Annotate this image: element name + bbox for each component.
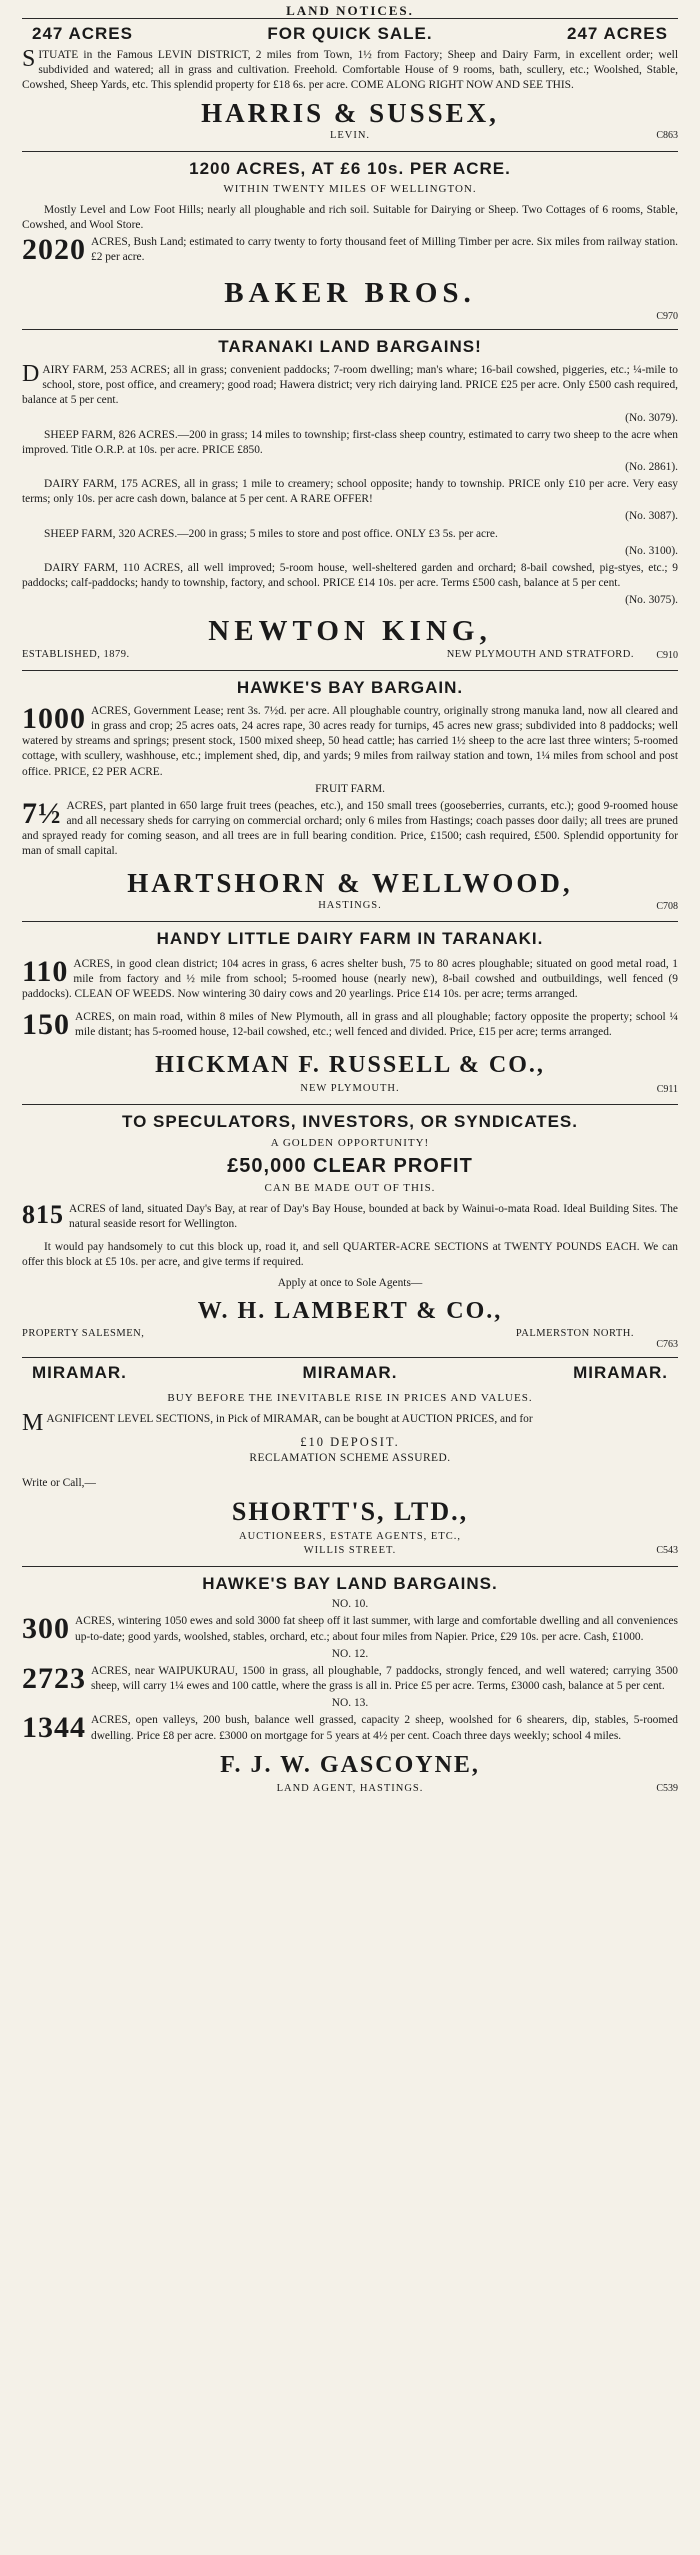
ad-headline: TO SPECULATORS, INVESTORS, OR SYNDICATES.	[122, 1112, 578, 1132]
agent-details	[22, 1327, 678, 1341]
deposit-line: £10 DEPOSIT.	[300, 1435, 400, 1450]
listing-number: (No. 3087).	[625, 510, 678, 523]
listing-number: (No. 3100).	[625, 544, 678, 557]
listing: DAIRY FARM, 175 ACRES, all in grass; 1 mile to creamery; school opposite; handy to township. PRICE only £10 per acre. Very easy terms; only 10s. per acre cash down, balance at 5 per cent. A RARE OFFER!	[22, 478, 678, 506]
listing	[22, 1661, 678, 1695]
masthead: LAND NOTICES.	[286, 3, 414, 18]
acreage-number: 1000	[22, 701, 86, 735]
listing-text: ACRES, wintering 1050 ewes and sold 3000 fat sheep off it last summer, with large and comfortable dwelling and all conveniences up-to-date; good yards, woolshed, stables, orchard, etc.; about four miles from Napier. Price, £29 10s. per acre. Cash, £1000.	[75, 1615, 678, 1643]
profit-headline: £50,000 CLEAR PROFIT	[227, 1154, 473, 1177]
listing-number: (No. 2861).	[625, 461, 678, 474]
headline-left: MIRAMAR.	[32, 1363, 127, 1383]
agent-place: HASTINGS.	[318, 900, 382, 912]
ad-newton-king	[22, 329, 678, 664]
listing-text: ACRES, Government Lease; rent 3s. 7½d. per acre. All ploughable country, originally strong manuka land, now all cleared and in grass and crop; 25 acres oats, 24 acres rape, 30 acres ready for turnips, 45 acres new grass; subdivided into 8 paddocks; well watered by streams and springs; present stock, 1500 mixed sheep, 50 head cattle; has carried 1½ sheep to the acre last three winters; 5-roomed cottage, with scullery, washhouse, etc.; implement shed, dip, and yards; 9 miles from railway station and town, 1¼ miles from school and post office. PRICE, £2 PER ACRE.	[22, 704, 678, 778]
listing-text: AIRY FARM, 253 ACRES; all in grass; convenient paddocks; 7-room dwelling; man's whare; 16-bail cowshed, piggeries, etc.; ¼-mile to school, store, post office, and creamery; good road; Hawera district; very rich dairying land. PRICE £25 per acre. Only £500 cash required, balance at 5 per cent.	[22, 364, 678, 407]
agent-name: BAKER BROS.	[224, 276, 476, 309]
listing-number: (No. 3079).	[625, 411, 678, 424]
acreage-number: 150	[22, 1008, 70, 1042]
agent-details	[22, 648, 678, 662]
ad-paragraph-text: AGNIFICENT LEVEL SECTIONS, in Pick of MIRAMAR, can be bought at AUCTION PRICES, and for	[46, 1412, 533, 1425]
drop-cap: M	[22, 1409, 44, 1436]
ad-hickman-russell	[22, 921, 678, 1098]
agent-name: SHORTT'S, LTD.,	[231, 1497, 469, 1527]
listing	[22, 796, 678, 860]
agent-name: W. H. LAMBERT & CO.,	[197, 1297, 503, 1324]
ad-code: C911	[656, 1084, 678, 1096]
agent-name: NEWTON KING,	[208, 615, 492, 648]
acreage-number: 300	[22, 1612, 70, 1646]
headline-middle: MIRAMAR.	[302, 1363, 398, 1383]
ad-subheadline: BUY BEFORE THE INEVITABLE RISE IN PRICES AND VALUES.	[167, 1392, 533, 1405]
listing-text: ACRES, part planted in 650 large fruit trees (peaches, etc.), and 150 small trees (gooseberries, currants, etc.); good 9-roomed house and all necessary sheds for carrying on commercial orchard; only 6 miles from Hastings; coach passes door daily; all trees are pruned and sprayed ready for coming season, and all trees are in full bearing condition. Price, £1500; cash required, £500. Splendid opportunity for man of small capital.	[22, 799, 678, 858]
listing	[22, 954, 678, 1002]
listing	[22, 1713, 678, 1743]
ad-paragraph	[22, 1409, 678, 1436]
agent-name: HARTSHORN & WELLWOOD,	[127, 868, 573, 899]
ad-subheadline: WITHIN TWENTY MILES OF WELLINGTON.	[223, 183, 477, 196]
listing	[22, 1010, 678, 1040]
ad-harris-sussex	[22, 18, 678, 145]
ad-code: C910	[656, 649, 678, 661]
agent-place: NEW PLYMOUTH.	[300, 1083, 400, 1095]
ad-headline: HAWKE'S BAY LAND BARGAINS.	[202, 1573, 498, 1593]
headline-middle: FOR QUICK SALE.	[267, 24, 433, 43]
listing-number: NO. 12.	[331, 1647, 369, 1660]
agent-place: PALMERSTON NORTH.	[515, 1328, 634, 1340]
acreage-number: 110	[22, 954, 69, 988]
listing-text: ACRES, on main road, within 8 miles of New Plymouth, all in grass and all ploughable; factory opposite the property; school ¼ mile distant; has 5-roomed house, 12-bail cowshed, etc.; well fenced and divided. Price, £15 per acre; terms arranged.	[75, 1011, 678, 1039]
drop-cap: D	[22, 361, 40, 388]
drop-cap: S	[22, 45, 36, 72]
ad-code: C763	[656, 1339, 678, 1351]
acreage-number: 2723	[22, 1661, 86, 1695]
headline-right: MIRAMAR.	[573, 1363, 668, 1383]
ad-shortts	[22, 1357, 678, 1559]
agent-name: HICKMAN F. RUSSELL & CO.,	[155, 1052, 545, 1079]
listing	[22, 701, 678, 780]
ad-paragraph	[22, 235, 678, 265]
listing-text: ACRES, open valleys, 200 bush, balance well grassed, capacity 2 sheep, woolshed for 6 shearers, dip, stables, 5-roomed dwelling. Price £8 per acre. £3000 on mortgage for 5 years at 4½ per cent. Coach three days weekly; school 4 miles.	[91, 1714, 678, 1742]
ad-lambert	[22, 1104, 678, 1353]
ad-headline: 1200 ACRES, AT £6 10s. PER ACRE.	[189, 158, 511, 178]
listing-number: (No. 3075).	[625, 594, 678, 607]
ad-code: C708	[656, 900, 678, 912]
acreage-number: 2020	[22, 233, 86, 267]
write-or-call: Write or Call,—	[22, 1477, 96, 1490]
headline-left: 247 ACRES	[32, 24, 133, 43]
listing	[22, 1614, 678, 1644]
listing: SHEEP FARM, 826 ACRES.—200 in grass; 14 miles to township; first-class sheep country, estimated to carry two sheep to the acre when improved. Title O.R.P. at 10s. per acre. PRICE £850.	[22, 428, 678, 456]
ad-subheadline: A GOLDEN OPPORTUNITY!	[270, 1136, 430, 1149]
listing: SHEEP FARM, 320 ACRES.—200 in grass; 5 miles to store and post office. ONLY £3 5s. per acre.	[44, 527, 498, 540]
ad-paragraph-text: ACRES, Bush Land; estimated to carry twenty to forty thousand feet of Milling Timber per acre. Six miles from railway station. £2 per acre.	[91, 236, 678, 264]
agent-name: F. J. W. GASCOYNE,	[220, 1751, 480, 1778]
acreage-number: 815	[22, 1199, 64, 1229]
ad-code: C539	[656, 1783, 678, 1795]
ad-paragraph: Mostly Level and Low Foot Hills; nearly all ploughable and rich soil. Suitable for Dairying or Sheep. Two Cottages of 6 rooms, Stable, Cowshed, and Wool Store.	[22, 203, 678, 232]
apply-line: Apply at once to Sole Agents—	[277, 1277, 423, 1290]
listing-number: NO. 13.	[331, 1697, 369, 1710]
ad-headline: HANDY LITTLE DAIRY FARM IN TARANAKI.	[156, 929, 544, 949]
agent-role: PROPERTY SALESMEN,	[22, 1328, 145, 1340]
agent-role: AUCTIONEERS, ESTATE AGENTS, ETC.,	[238, 1530, 462, 1542]
agent-place: LAND AGENT, HASTINGS.	[276, 1782, 424, 1794]
ad-body	[22, 45, 678, 93]
agent-name: HARRIS & SUSSEX,	[201, 98, 499, 129]
ad-code: C970	[656, 311, 678, 323]
section-label: FRUIT FARM.	[315, 782, 385, 795]
ad-code: C543	[656, 1545, 678, 1557]
headline-right: 247 ACRES	[567, 24, 668, 43]
ad-headline	[22, 23, 678, 46]
agent-street: WILLIS STREET.	[303, 1544, 397, 1556]
listing	[22, 363, 678, 408]
listing	[22, 1199, 678, 1232]
ad-subheadline: CAN BE MADE OUT OF THIS.	[264, 1182, 436, 1195]
listing-number: NO. 10.	[331, 1598, 369, 1611]
acreage-number: 1344	[22, 1711, 86, 1745]
ad-baker-bros	[22, 151, 678, 326]
listing-text: ACRES, in good clean district; 104 acres in grass, 6 acres shelter bush, 75 to 80 acres ploughable; situated on good metal road, 1 mile from factory and ½ mile from school; 5-roomed house (nearly new), 8-bail cowshed and outbuildings, well fenced (9 paddocks). CLEAN OF WEEDS. Now wintering 30 dairy cows and 20 yearlings. Price £14 10s. per acre; terms arranged.	[22, 957, 678, 1000]
acreage-number: 7½	[22, 796, 62, 830]
listing-text: ACRES, near WAIPUKURAU, 1500 in grass, all ploughable, 7 paddocks, strongly fenced, and well watered; carrying 3500 sheep, will carry 1¼ ewes and 100 cattle, where the grass is all in. Price £5 per acre. Terms, £3000 cash, balance at 5 per cent.	[91, 1664, 678, 1693]
ad-code: C863	[656, 130, 678, 142]
ad-headline	[22, 1362, 678, 1385]
reclamation-line: RECLAMATION SCHEME ASSURED.	[249, 1451, 451, 1464]
ad-headline: TARANAKI LAND BARGAINS!	[218, 337, 482, 357]
listing: DAIRY FARM, 110 ACRES, all well improved; 5-room house, well-sheltered garden and orchard; 8-bail cowshed, pig-styes, etc.; 9 paddocks; calf-paddocks; handy to township, factory, and school. PRICE £14 10s. per acre. Terms £500 cash, balance at 5 per cent.	[22, 561, 678, 590]
ad-paragraph: It would pay handsomely to cut this block up, road it, and sell QUARTER-ACRE SECTIONS at TWENTY POUNDS EACH. We can offer this block at £5 10s. per acre, and give terms if required.	[22, 1241, 678, 1269]
ad-hartshorn-wellwood	[22, 670, 678, 915]
agent-place: LEVIN.	[329, 129, 371, 141]
listing-text: ACRES of land, situated Day's Bay, at rear of Day's Bay House, bounded at back by Wainui-o-mata Road. Ideal Building Sites. The natural seaside resort for Wellington.	[69, 1202, 678, 1230]
ad-gascoyne	[22, 1566, 678, 1798]
established: ESTABLISHED, 1879.	[22, 649, 130, 661]
ad-headline: HAWKE'S BAY BARGAIN.	[236, 678, 464, 698]
ad-body-text: ITUATE in the Famous LEVIN DISTRICT, 2 miles from Town, 1½ from Factory; Sheep and Dairy Farm, in excellent order; well subdivided and watered; all in grass and cultivation. Freehold. Comfortable House of 9 rooms, bath, scullery, etc.; Woolshed, Stable, Cowshed, Sheep Yards, etc. This splendid property for £18 6s. per acre. COME ALONG RIGHT NOW AND SEE THIS.	[22, 48, 678, 91]
agent-place: NEW PLYMOUTH AND STRATFORD.	[446, 649, 634, 661]
